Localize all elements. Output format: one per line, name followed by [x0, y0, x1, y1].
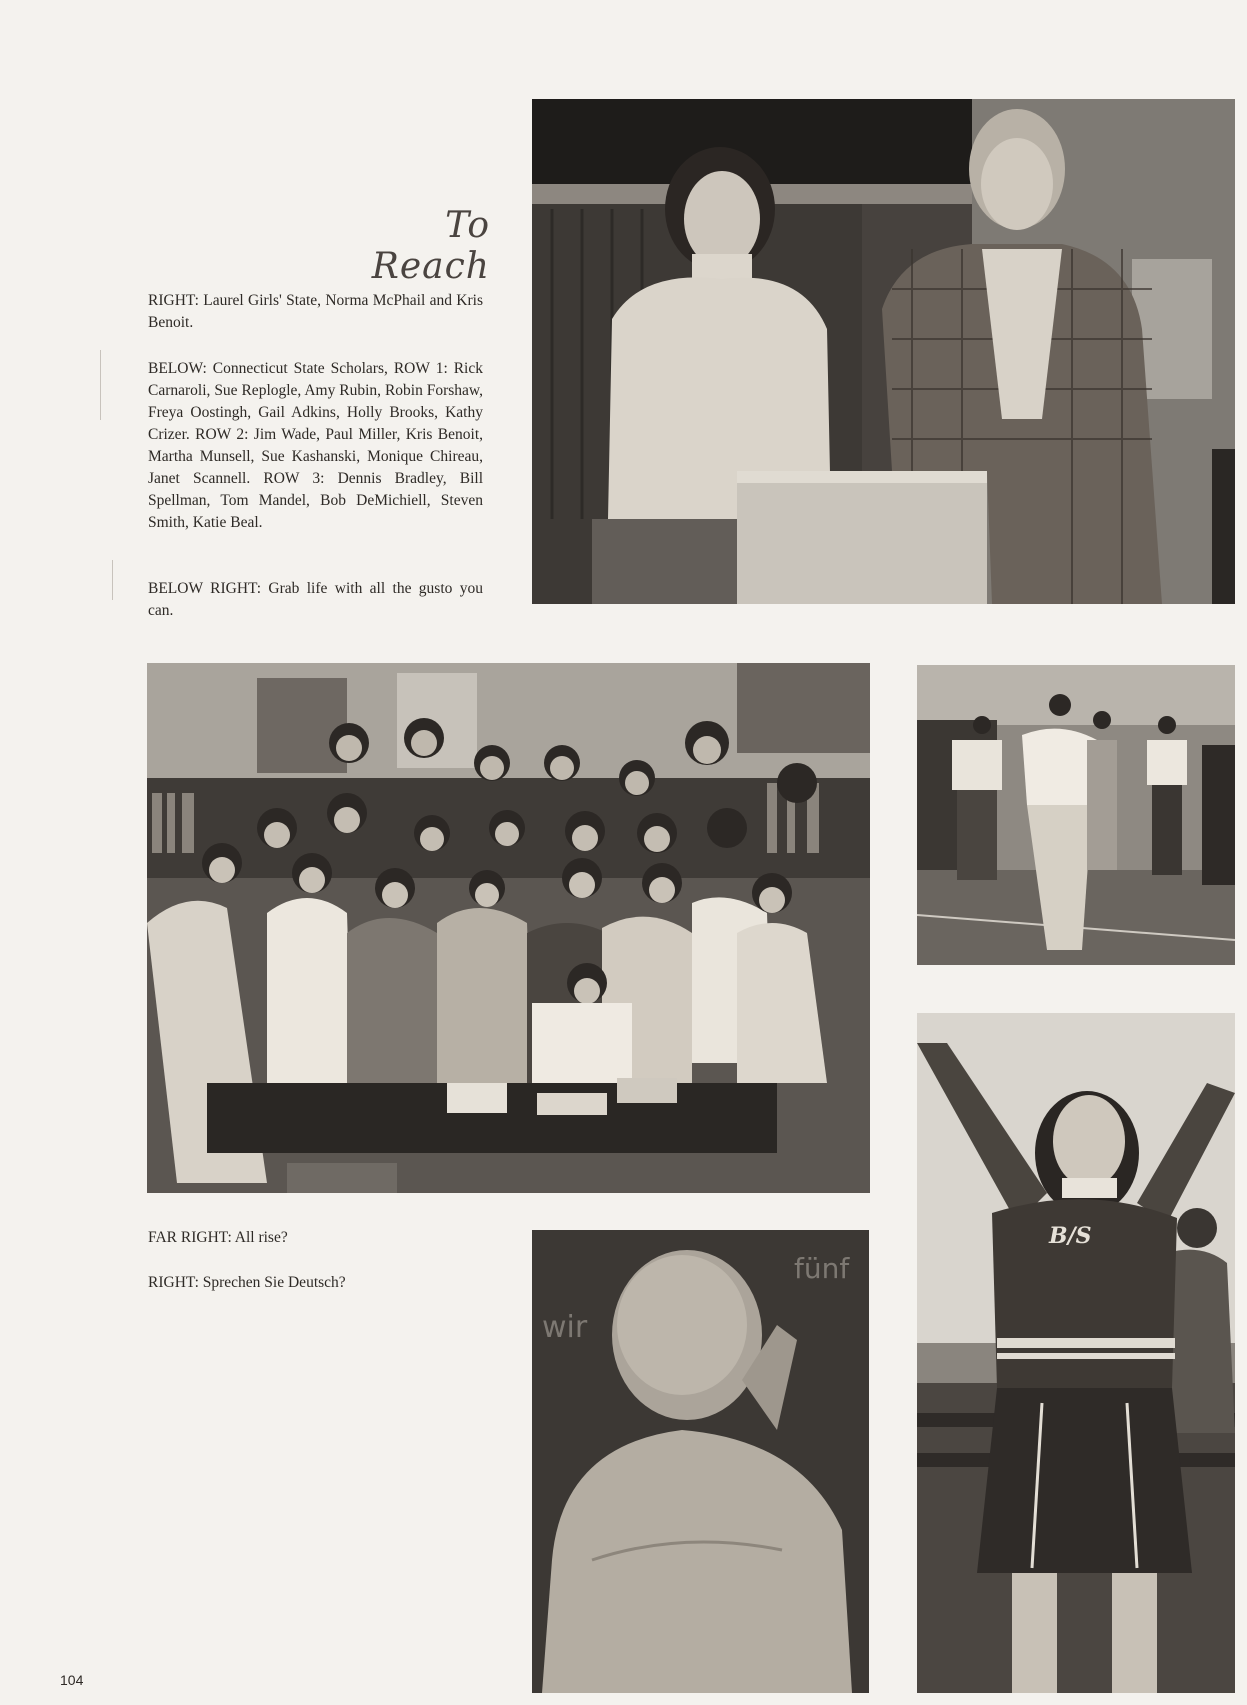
photo-grab-life [917, 665, 1235, 965]
chalkboard-word-wir: wir [542, 1310, 588, 1345]
page-title: To Reach [371, 205, 490, 287]
caption-below-right: BELOW RIGHT: Grab life with all the gusto you can. [148, 580, 483, 619]
chalkboard-word-funf: fünf [794, 1252, 850, 1285]
photo-state-scholars [147, 663, 870, 1193]
photo-girls-state [532, 99, 1235, 604]
sweater-lettering: B/S [1049, 1223, 1092, 1249]
crop-mark [100, 350, 101, 420]
photo-sprechen-sie-deutsch [532, 1230, 869, 1693]
page-number: 104 [60, 1672, 84, 1688]
caption-right-bottom: RIGHT: Sprechen Sie Deutsch? [148, 1274, 346, 1291]
photo-all-rise [917, 1013, 1235, 1693]
caption-below: BELOW: Connecticut State Scholars, ROW 1: Rick Carnaroli, Sue Replogle, Amy Rubin, Robin Forshaw, Freya Oostingh, Gail Adkins, Holly Brooks, Kathy Crizer. ROW 2: Jim Wade, Paul Miller, Kris Benoit, Martha Munsell, Sue Kashanski, Monique Chireau, Janet Scannell. ROW 3: Dennis Bradley, Bill Spellman, Tom Mandel, Bob DeMichiell, Steven Smith, Katie Beal. [148, 360, 483, 531]
crop-mark [112, 560, 113, 600]
caption-right: RIGHT: Laurel Girls' State, Norma McPhail and Kris Benoit. [148, 292, 483, 331]
caption-far-right: FAR RIGHT: All rise? [148, 1229, 288, 1246]
